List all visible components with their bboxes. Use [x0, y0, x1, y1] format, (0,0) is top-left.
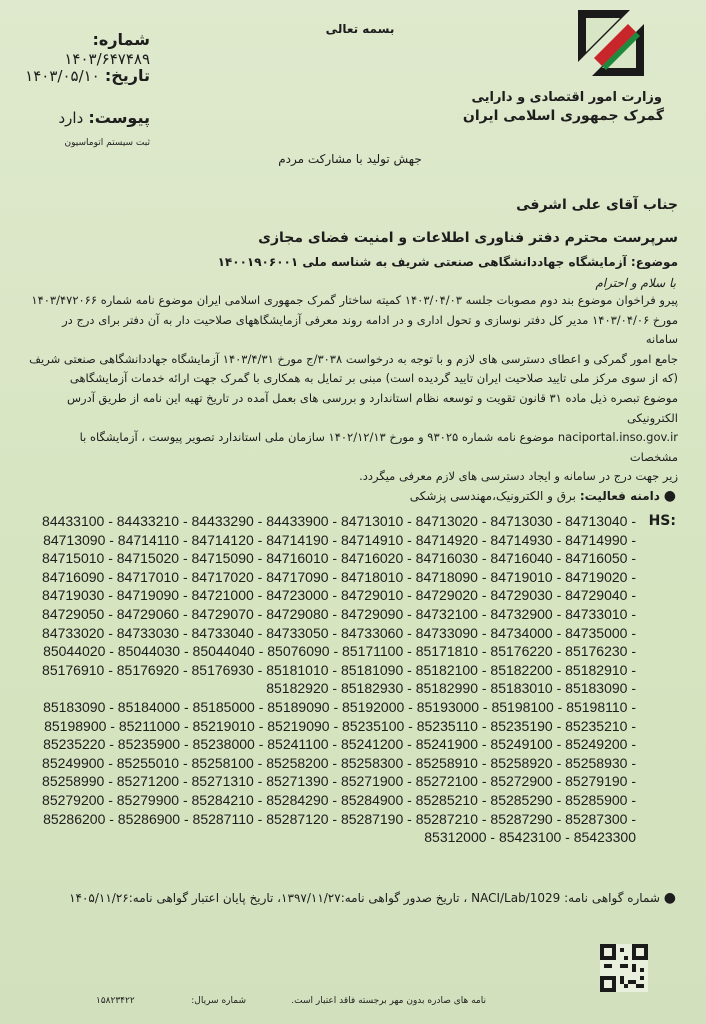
recipient: جناب آقای علی اشرفی [516, 197, 678, 213]
hs-code-line: 84715010 - 84715020 - 84715090 - 84716010 - 84716020 - 84716030 - 84716040 - 84716050 - [42, 550, 636, 567]
slogan: جهش تولید با مشارکت مردم [278, 152, 422, 166]
body-line: naciportal.inso.gov.ir موضوع نامه شماره ۹۳۰۲۵ و مورخ ۱۴۰۲/۱۲/۱۳ سازمان ملی استاندارد تصویر پیوست ، آزمایشگاه با مشخصات [79, 430, 678, 464]
hs-code-line: 85183090 - 85184000 - 85185000 - 85189090 - 85192000 - 85193000 - 85198100 - 85198110 - [43, 698, 636, 715]
hs-code-line: 85182920 - 85182930 - 85182990 - 85183010 - 85183090 - [266, 680, 636, 697]
number-label: شماره: [92, 30, 150, 49]
date-value: ۱۴۰۳/۰۵/۱۰ [25, 67, 100, 85]
attachment-value: دارد [58, 109, 84, 127]
hs-code-line: 85235220 - 85235900 - 85238000 - 85241100 - 85241200 - 85241900 - 85249100 - 85249200 - [43, 736, 636, 753]
hs-code-line: 84433100 - 84433210 - 84433290 - 84433900 - 84713010 - 84713020 - 84713030 - 84713040 - [42, 513, 636, 529]
hs-code-line: 85249900 - 85255010 - 85258100 - 85258200 - 85258300 - 85258910 - 85258920 - 85258930 - [42, 754, 636, 771]
footer-notice: نامه های صادره بدون مهر برجسته فاقد اعتبار است. [291, 996, 486, 1006]
date-label: تاریخ: [104, 66, 150, 85]
attachment-label: پیوست: [88, 108, 150, 127]
qr-code-icon [600, 944, 648, 992]
hs-code-line: 85044020 - 85044030 - 85044040 - 85076090 - 85171100 - 85171810 - 85176220 - 85176230 - [43, 643, 636, 660]
hs-code-list [30, 512, 636, 847]
bullet-icon: ● [663, 890, 676, 906]
body-line: مورخ ۱۴۰۳/۰۴/۰۶ مدیر کل دفتر نوسازی و تحول اداری و در ادامه روند معرفی آزمایشگاههای صلاحیت دار به آن دفتر برای درج در سامانه [62, 312, 678, 347]
cert-number: NACI/Lab/1029 [471, 891, 561, 905]
body-line: زیر جهت درج در سامانه و ایجاد دسترسی های لازم معرفی میگردد. [359, 469, 678, 484]
hs-code-line: 84733020 - 84733030 - 84733040 - 84733050 - 84733060 - 84733090 - 84734000 - 84735000 - [42, 624, 636, 641]
certificate-info [36, 890, 676, 906]
hs-code-line: 84716090 - 84717010 - 84717020 - 84717090 - 84718010 - 84718090 - 84719010 - 84719020 - [42, 568, 636, 585]
number-value: ۱۴۰۳/۶۴۷۴۸۹ [64, 50, 150, 68]
ministry-name: وزارت امور اقتصادی و دارایی [471, 90, 662, 105]
hs-code-line: 85198900 - 85211000 - 85219010 - 85219090 - 85235100 - 85235110 - 85235190 - 85235210 - [44, 717, 636, 734]
activity-value: برق و الکترونیک،مهندسی پزشکی [409, 489, 577, 503]
hs-code-line: 85279200 - 85279900 - 85284210 - 85284290 - 85284900 - 85285210 - 85285290 - 85285900 - [42, 791, 636, 808]
activity-label: دامنه فعالیت: [579, 489, 660, 503]
hs-code-line: 84719030 - 84719090 - 84721000 - 84723000 - 84729010 - 84729020 - 84729030 - 84729040 - [42, 587, 636, 604]
letter-date [20, 66, 150, 85]
letter-attachment [40, 108, 150, 127]
cert-prefix: شماره گواهی نامه: [564, 891, 660, 905]
hs-code-line: 85176910 - 85176920 - 85176930 - 85181010 - 85181090 - 85182100 - 85182200 - 85182910 - [42, 661, 636, 678]
hs-code-line: 85258990 - 85271200 - 85271310 - 85271390 - 85271900 - 85272100 - 85272900 - 85279190 - [42, 773, 636, 790]
hs-code-line: 84729050 - 84729060 - 84729070 - 84729080 - 84729090 - 84732100 - 84732900 - 84733010 - [42, 605, 636, 622]
subject: موضوع: آزمایشگاه جهاددانشگاهی صنعتی شریف به شناسه ملی ۱۴۰۰۱۹۰۶۰۰۱ [217, 255, 678, 269]
body-line: جامع امور گمرکی و اعطای دسترسی های لازم و با توجه به درخواست ۳۰۳۸/ج مورخ ۱۴۰۳/۴/۳۱ آزمایشگاه جهاددانشگاهی صنعتی شریف [29, 351, 678, 366]
basmala: بسمه تعالی [325, 22, 395, 36]
bullet-icon: ● [663, 488, 676, 504]
recipient-title: سرپرست محترم دفتر فناوری اطلاعات و امنیت فضای مجازی [258, 230, 678, 246]
cert-suffix: ، تاریخ صدور گواهی نامه:۱۳۹۷/۱۱/۲۷، تاریخ پایان اعتبار گواهی نامه:۱۴۰۵/۱۱/۲۶ [69, 891, 468, 905]
body-line: پیرو فراخوان موضوع بند دوم مصوبات جلسه ۱۴۰۳/۰۴/۰۳ کمیته ساختار گمرک جمهوری اسلامی ایران موضوع نامه شماره ۱۴۰۳/۴۷۲۰۶۶ [31, 293, 678, 307]
hs-code-line: 84713090 - 84714110 - 84714120 - 84714190 - 84714910 - 84714920 - 84714930 - 84714990 - [43, 531, 636, 548]
letter-number [10, 30, 150, 68]
hs-code-line: 85312000 - 85423100 - 85423300 [424, 829, 636, 846]
hs-code-line: 85286200 - 85286900 - 85287110 - 85287120 - 85287190 - 85287210 - 85287290 - 85287300 - [43, 810, 636, 827]
hs-label: HS: [648, 513, 676, 529]
system-note: ثبت سیستم اتوماسیون [64, 138, 150, 148]
body-line: (که از سوی مرکز ملی تایید صلاحیت ایران تایید گردیده است) مبنی بر تمایل به همکاری با گمرک جهت ارائه خدمات آزمایشگاهی [69, 371, 678, 386]
activity-scope [410, 488, 676, 504]
customs-name: گمرک جمهوری اسلامی ایران [462, 108, 664, 124]
serial-label: شماره سریال: [191, 996, 246, 1006]
customs-logo-icon [574, 6, 648, 80]
body-line: موضوع تبصره ذیل ماده ۳۱ قانون تقویت و توسعه نظام استاندارد و بررسی های بعمل آمده در تاریخ تهیه این نامه از طریق آدرس الکترونیکی [66, 390, 678, 425]
serial-value: ۱۵۸۲۳۴۲۲ [96, 996, 135, 1006]
letter-body [28, 291, 678, 487]
greeting: با سلام و احترام [595, 276, 676, 290]
